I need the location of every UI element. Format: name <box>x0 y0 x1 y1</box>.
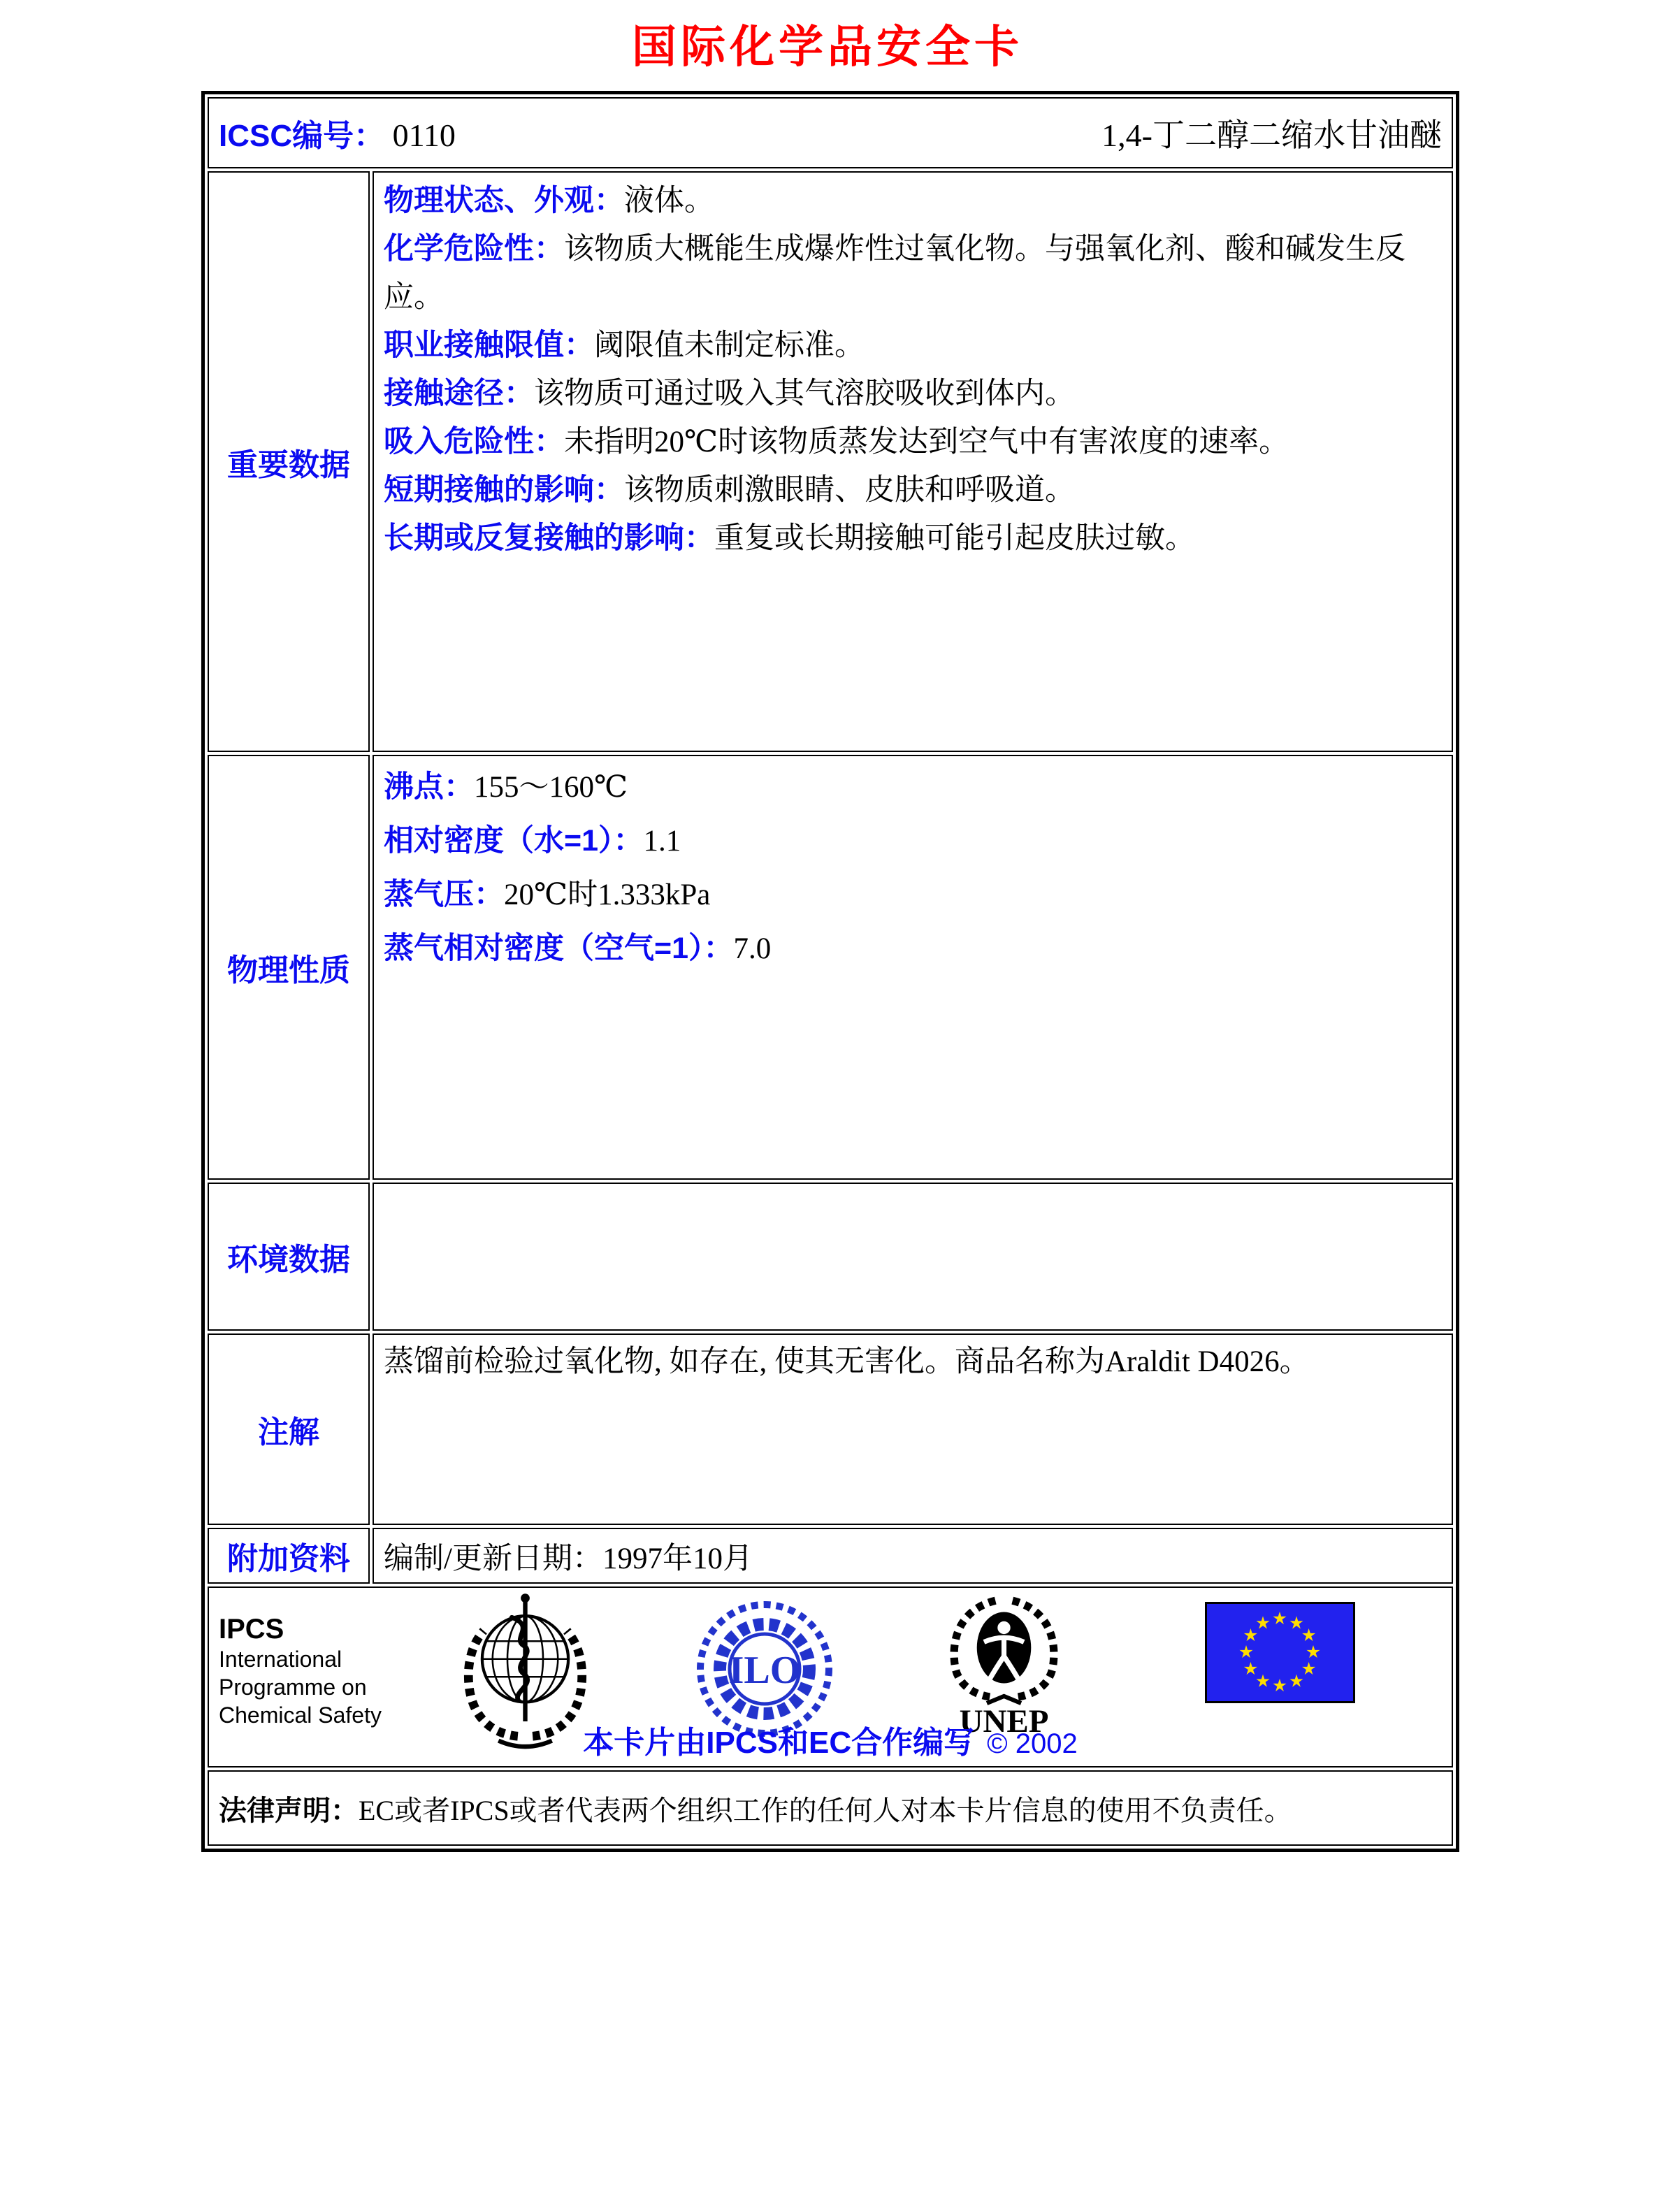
icsc-number-group <box>219 110 456 155</box>
section-label-important-data: 重要数据 <box>208 171 370 752</box>
data-line <box>384 177 1442 225</box>
section-content-environmental-data <box>373 1183 1453 1331</box>
field-label: 化学危险性： <box>384 232 564 266</box>
footer-caption <box>209 1717 1452 1762</box>
chemical-name: 1,4-丁二醇二缩水甘油醚 <box>1101 117 1442 153</box>
section-content-physical-properties <box>373 755 1453 1180</box>
ilo-letters: ILO <box>728 1649 801 1692</box>
legal-row <box>208 1770 1453 1846</box>
data-line <box>384 370 1442 418</box>
ipcs-line-3: Chemical Safety <box>219 1703 382 1728</box>
caption-text: 本卡片由IPCS和EC合作编写 <box>583 1726 975 1760</box>
section-label-notes: 注解 <box>208 1333 370 1525</box>
ipcs-acronym: IPCS <box>219 1614 284 1644</box>
field-label: 蒸气压： <box>384 878 504 911</box>
field-value: 液体。 <box>624 185 714 217</box>
unep-letters: UNEP <box>959 1703 1049 1735</box>
copyright-text: © 2002 <box>987 1728 1078 1759</box>
field-label: 接触途径： <box>384 377 534 410</box>
legal-statement <box>219 1788 1442 1828</box>
icsc-card-table <box>201 91 1459 1852</box>
data-line <box>384 225 1442 321</box>
field-value: 该物质刺激眼睛、皮肤和呼吸道。 <box>624 474 1075 507</box>
field-label: 长期或反复接触的影响： <box>384 521 714 555</box>
section-content-important-data <box>373 171 1453 752</box>
data-line <box>384 760 1442 814</box>
field-label: 物理状态、外观： <box>384 184 624 217</box>
data-line <box>384 321 1442 370</box>
data-line <box>384 868 1442 922</box>
section-label-additional-info: 附加资料 <box>208 1528 370 1584</box>
field-label: 蒸气相对密度（空气=1）： <box>384 932 734 965</box>
ipcs-line-2: Programme on <box>219 1675 367 1700</box>
icsc-number-value: 0110 <box>392 117 456 153</box>
field-value: 该物质可通过吸入其气溶胶吸收到体内。 <box>534 377 1075 410</box>
field-value: 未指明20℃时该物质蒸发达到空气中有害浓度的速率。 <box>564 426 1289 458</box>
update-date-line <box>384 1535 1442 1577</box>
field-value: 该物质大概能生成爆炸性过氧化物。与强氧化剂、酸和碱发生反应。 <box>384 233 1405 314</box>
ipcs-line-1: International <box>219 1647 342 1672</box>
data-line <box>384 418 1442 466</box>
data-line <box>384 922 1442 976</box>
field-label: 短期接触的影响： <box>384 473 624 507</box>
eu-flag-icon <box>1205 1602 1355 1703</box>
field-value: 1.1 <box>643 825 681 858</box>
section-label-physical-properties: 物理性质 <box>208 755 370 1180</box>
field-label: 职业接触限值： <box>384 328 594 362</box>
section-content-notes <box>373 1333 1453 1525</box>
logos-row <box>208 1586 1453 1768</box>
field-label: 相对密度（水=1）： <box>384 824 644 858</box>
field-label: 吸入危险性： <box>384 425 564 458</box>
field-value: 7.0 <box>733 932 772 965</box>
icsc-number-label: ICSC编号： <box>219 119 385 153</box>
field-value: 20℃时1.333kPa <box>504 879 711 911</box>
field-label: 沸点： <box>384 770 474 804</box>
legal-label: 法律声明： <box>219 1795 359 1826</box>
data-line <box>384 814 1442 868</box>
unep-emblem-icon <box>932 1595 1076 1735</box>
field-value: 155～160℃ <box>474 771 628 804</box>
data-line <box>384 514 1442 563</box>
field-value: 阈限值未制定标准。 <box>594 329 865 362</box>
data-line <box>384 466 1442 514</box>
section-content-additional-info <box>373 1528 1453 1584</box>
header-row <box>208 97 1453 168</box>
update-date-label: 编制/更新日期： <box>384 1542 602 1575</box>
legal-text: EC或者IPCS或者代表两个组织工作的任何人对本卡片信息的使用不负责任。 <box>359 1794 1292 1826</box>
field-value: 重复或长期接触可能引起皮肤过敏。 <box>714 522 1195 555</box>
page-title: 国际化学品安全卡 <box>632 22 1023 72</box>
update-date-value: 1997年10月 <box>602 1542 753 1575</box>
section-label-environmental-data: 环境数据 <box>208 1183 370 1331</box>
ipcs-text-block <box>219 1613 382 1729</box>
notes-text: 蒸馏前检验过氧化物, 如存在, 使其无害化。商品名称为Araldit D4026。 <box>384 1345 1310 1378</box>
